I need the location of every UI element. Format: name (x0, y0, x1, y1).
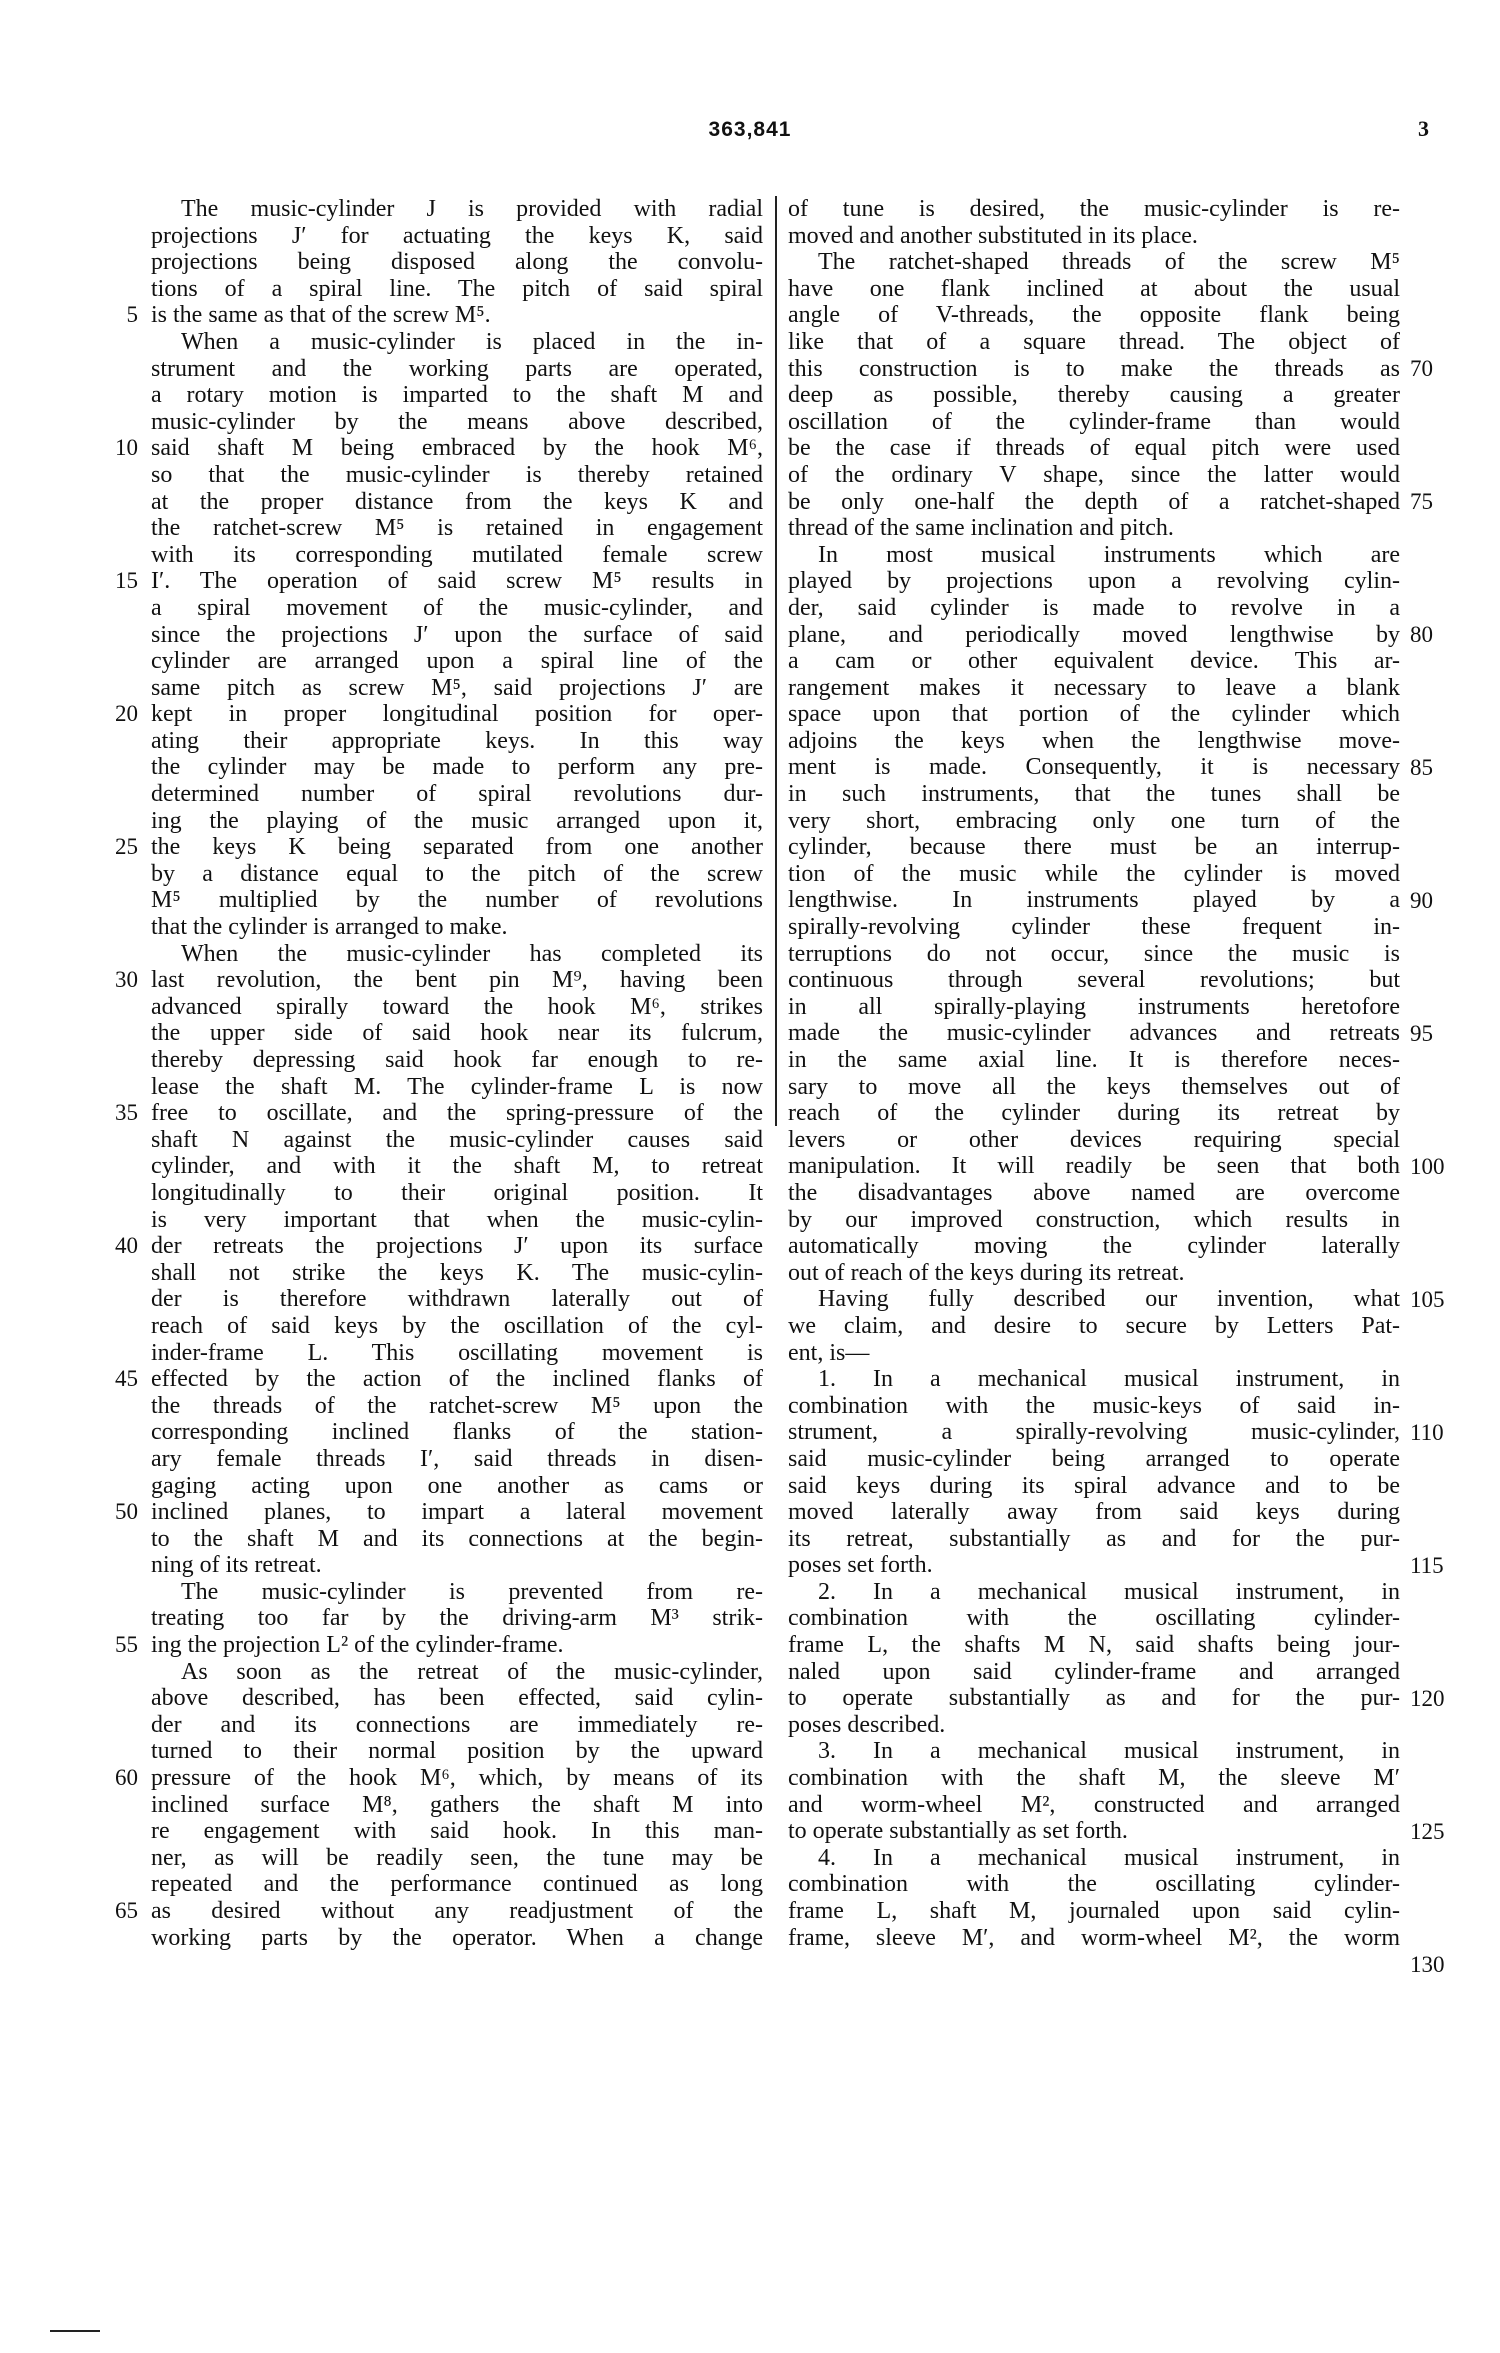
text-line: ating their appropriate keys. In this way (151, 727, 763, 754)
text-line: spirally-revolving cylinder these frequent in- (788, 914, 1400, 941)
margin-line-number: 70 (1410, 355, 1433, 381)
text-line: sary to move all the keys themselves out of (788, 1073, 1400, 1100)
text-line: determined number of spiral revolutions dur- (151, 781, 763, 808)
text-line: at the proper distance from the keys K and (151, 488, 763, 515)
margin-line-number: 60 (115, 1765, 138, 1791)
text-line: pressure of the hook M⁶, which, by means of its (151, 1765, 763, 1792)
text-line: oscillation of the cylinder-frame than would (788, 408, 1400, 435)
page-number: 3 (1418, 116, 1429, 141)
text-line: shaft N against the music-cylinder causes said (151, 1126, 763, 1153)
text-line: 1. In a mechanical musical instrument, in (818, 1366, 1400, 1393)
text-line: adjoins the keys when the lengthwise move- (788, 727, 1400, 754)
text-line: be only one-half the depth of a ratchet-shaped (788, 488, 1400, 515)
text-line: the upper side of said hook near its fulcrum, (151, 1020, 763, 1047)
text-line: with its corresponding mutilated female screw (151, 541, 763, 568)
text-line: combination with the shaft M, the sleeve M′ (788, 1765, 1400, 1792)
text-line: gaging acting upon one another as cams or (151, 1472, 763, 1499)
text-line: shall not strike the keys K. The music-cylin- (151, 1259, 763, 1286)
text-line: free to oscillate, and the spring-pressure of the (151, 1100, 763, 1127)
text-line: music-cylinder by the means above described, (151, 408, 763, 435)
text-line: ary female threads I′, said threads in disen- (151, 1445, 763, 1472)
text-line: of tune is desired, the music-cylinder is re- (788, 196, 1400, 222)
margin-line-number: 100 (1410, 1153, 1445, 1179)
text-line: ment is made. Consequently, it is necessary (788, 754, 1400, 781)
text-line: der retreats the projections J′ upon its surface (151, 1233, 763, 1260)
margin-line-number: 130 (1410, 1951, 1445, 1977)
text-line: effected by the action of the inclined flanks of (151, 1366, 763, 1393)
text-line: M⁵ multiplied by the number of revolutions (151, 887, 763, 914)
text-line: of the ordinary V shape, since the latter would (788, 461, 1400, 488)
margin-line-number: 10 (115, 435, 138, 461)
text-line: lengthwise. In instruments played by a (788, 887, 1400, 914)
margin-line-number: 5 (126, 302, 138, 328)
text-line: The ratchet-shaped threads of the screw M⁵ (818, 249, 1400, 276)
text-line: strument, a spirally-revolving music-cylinder, (788, 1419, 1400, 1446)
text-line: in such instruments, that the tunes shall be (788, 781, 1400, 808)
text-line: projections being disposed along the convolu- (151, 249, 763, 276)
footer-rule (50, 2330, 100, 2332)
text-line: thereby depressing said hook far enough to re- (151, 1047, 763, 1073)
text-line: like that of a square thread. The object of (788, 328, 1400, 355)
margin-line-number: 65 (115, 1898, 138, 1924)
column-divider (775, 196, 777, 1126)
text-line: advanced spirally toward the hook M⁶, strikes (151, 993, 763, 1020)
text-line: inder-frame L. This oscillating movement is (151, 1339, 763, 1366)
text-line: In most musical instruments which are (818, 541, 1400, 568)
text-line: same pitch as screw M⁵, said projections J′ are (151, 674, 763, 701)
text-line: der is therefore withdrawn laterally out of (151, 1286, 763, 1313)
text-line: is very important that when the music-cylin- (151, 1206, 763, 1233)
text-line: we claim, and desire to secure by Letters Pat- (788, 1312, 1400, 1339)
margin-line-number: 95 (1410, 1020, 1433, 1046)
text-line: is the same as that of the screw M⁵. (151, 302, 491, 329)
text-line: angle of V-threads, the opposite flank being (788, 302, 1400, 329)
text-line: combination with the oscillating cylinder- (788, 1871, 1400, 1898)
text-line: cylinder, and with it the shaft M, to retreat (151, 1153, 763, 1180)
text-line: by our improved construction, which results in (788, 1206, 1400, 1233)
text-line: said music-cylinder being arranged to operate (788, 1445, 1400, 1472)
margin-line-number: 20 (115, 701, 138, 727)
margin-line-number: 35 (115, 1100, 138, 1126)
text-line: last revolution, the bent pin M⁹, having been (151, 967, 763, 994)
text-line: plane, and periodically moved lengthwise by (788, 621, 1400, 648)
text-line: frame L, the shafts M N, said shafts being jour- (788, 1632, 1400, 1659)
text-line: so that the music-cylinder is thereby retained (151, 461, 763, 488)
text-line: made the music-cylinder advances and retreats (788, 1020, 1400, 1047)
text-line: Having fully described our invention, what (818, 1286, 1400, 1313)
margin-line-number: 80 (1410, 621, 1433, 647)
text-line: said keys during its spiral advance and to be (788, 1472, 1400, 1499)
margin-line-number: 55 (115, 1632, 138, 1658)
text-line: lease the shaft M. The cylinder-frame L is now (151, 1073, 763, 1100)
text-line: in the same axial line. It is therefore neces- (788, 1047, 1400, 1073)
text-line: turned to their normal position by the upward (151, 1738, 763, 1765)
margin-line-number: 50 (115, 1499, 138, 1525)
text-line: the cylinder may be made to perform any pre- (151, 754, 763, 781)
text-line: strument and the working parts are operated, (151, 355, 763, 382)
margin-line-number: 110 (1410, 1419, 1444, 1445)
text-line: The music-cylinder is prevented from re- (181, 1578, 763, 1605)
text-line: since the projections J′ upon the surface of said (151, 621, 763, 648)
text-line: ent, is— (788, 1339, 870, 1366)
text-line: said shaft M being embraced by the hook M⁶, (151, 435, 763, 462)
text-line: the disadvantages above named are overcome (788, 1179, 1400, 1206)
text-line: 3. In a mechanical musical instrument, in (818, 1738, 1400, 1765)
text-line: frame L, shaft M, journaled upon said cylin- (788, 1898, 1400, 1924)
text-line: a spiral movement of the music-cylinder, and (151, 594, 763, 621)
text-line: der and its connections are immediately re- (151, 1711, 763, 1738)
text-line: to operate substantially as set forth. (788, 1818, 1128, 1845)
text-line: continuous through several revolutions; but (788, 967, 1400, 994)
text-line: longitudinally to their original position. It (151, 1179, 763, 1206)
text-line: ing the projection L² of the cylinder-frame. (151, 1632, 564, 1659)
text-line: ning of its retreat. (151, 1552, 322, 1579)
text-line: inclined planes, to impart a lateral movement (151, 1499, 763, 1526)
margin-line-number: 125 (1410, 1818, 1445, 1844)
text-line: der, said cylinder is made to revolve in a (788, 594, 1400, 621)
text-line: combination with the music-keys of said in- (788, 1392, 1400, 1419)
text-line: poses described. (788, 1711, 946, 1738)
text-line: to operate substantially as and for the pur- (788, 1685, 1400, 1712)
text-line: As soon as the retreat of the music-cylinder, (181, 1658, 763, 1685)
text-line: thread of the same inclination and pitch. (788, 515, 1174, 542)
text-line: ing the playing of the music arranged upon it, (151, 807, 763, 834)
margin-line-number: 105 (1410, 1286, 1445, 1312)
text-line: When a music-cylinder is placed in the in- (181, 328, 763, 355)
text-line: the ratchet-screw M⁵ is retained in engagement (151, 515, 763, 542)
text-line: its retreat, substantially as and for the pur- (788, 1525, 1400, 1552)
text-line: levers or other devices requiring special (788, 1126, 1400, 1153)
text-line: above described, has been effected, said cylin- (151, 1685, 763, 1712)
text-line: played by projections upon a revolving cylin- (788, 568, 1400, 595)
text-line: treating too far by the driving-arm M³ strik- (151, 1605, 763, 1632)
margin-line-number: 75 (1410, 488, 1433, 514)
text-line: and worm-wheel M², constructed and arranged (788, 1791, 1400, 1818)
text-line: cylinder are arranged upon a spiral line of the (151, 648, 763, 675)
text-line: The music-cylinder J is provided with radial (181, 196, 763, 222)
text-line: out of reach of the keys during its retreat. (788, 1259, 1185, 1286)
text-line: moved laterally away from said keys during (788, 1499, 1400, 1526)
margin-line-number: 45 (115, 1366, 138, 1392)
text-line: corresponding inclined flanks of the station- (151, 1419, 763, 1446)
margin-line-number: 30 (115, 967, 138, 993)
text-line: repeated and the performance continued as long (151, 1871, 763, 1898)
text-line: 2. In a mechanical musical instrument, in (818, 1578, 1400, 1605)
text-line: to the shaft M and its connections at the begin- (151, 1525, 763, 1552)
text-line: automatically moving the cylinder laterally (788, 1233, 1400, 1260)
text-line: naled upon said cylinder-frame and arranged (788, 1658, 1400, 1685)
text-line: reach of the cylinder during its retreat by (788, 1100, 1400, 1127)
text-line: the threads of the ratchet-screw M⁵ upon the (151, 1392, 763, 1419)
text-line: very short, embracing only one turn of the (788, 807, 1400, 834)
margin-line-number: 85 (1410, 754, 1433, 780)
left-column (151, 196, 763, 1951)
text-line: kept in proper longitudinal position for oper- (151, 701, 763, 728)
patent-number: 363,841 (708, 118, 792, 141)
text-line: poses set forth. (788, 1552, 933, 1579)
margin-line-number: 120 (1410, 1685, 1445, 1711)
text-line: have one flank inclined at about the usual (788, 275, 1400, 302)
margin-line-number: 115 (1410, 1552, 1444, 1578)
text-line: a cam or other equivalent device. This ar- (788, 648, 1400, 675)
margin-line-number: 25 (115, 834, 138, 860)
text-line: the keys K being separated from one another (151, 834, 763, 861)
text-line: manipulation. It will readily be seen that both (788, 1153, 1400, 1180)
text-line: deep as possible, thereby causing a greater (788, 382, 1400, 409)
text-line: in all spirally-playing instruments heretofore (788, 993, 1400, 1020)
text-line: reach of said keys by the oscillation of the cyl- (151, 1312, 763, 1339)
text-line: ner, as will be readily seen, the tune may be (151, 1844, 763, 1871)
text-line: re engagement with said hook. In this man- (151, 1818, 763, 1845)
text-line: as desired without any readjustment of the (151, 1898, 763, 1924)
right-column (788, 196, 1400, 1951)
text-line: frame, sleeve M′, and worm-wheel M², the worm (788, 1924, 1400, 1951)
text-line: space upon that portion of the cylinder which (788, 701, 1400, 728)
margin-line-number: 90 (1410, 887, 1433, 913)
text-line: When the music-cylinder has completed its (181, 940, 763, 967)
text-line: a rotary motion is imparted to the shaft M and (151, 382, 763, 409)
text-line: that the cylinder is arranged to make. (151, 914, 508, 941)
text-line: projections J′ for actuating the keys K, said (151, 222, 763, 249)
text-line: moved and another substituted in its place. (788, 222, 1198, 249)
text-line: rangement makes it necessary to leave a blank (788, 674, 1400, 701)
text-line: inclined surface M⁸, gathers the shaft M into (151, 1791, 763, 1818)
margin-line-number: 15 (115, 568, 138, 594)
text-line: terruptions do not occur, since the music is (788, 940, 1400, 967)
text-line: 4. In a mechanical musical instrument, in (818, 1844, 1400, 1871)
text-line: by a distance equal to the pitch of the screw (151, 860, 763, 887)
text-line: cylinder, because there must be an interrup- (788, 834, 1400, 861)
text-line: working parts by the operator. When a change (151, 1924, 763, 1951)
margin-line-number: 40 (115, 1233, 138, 1259)
text-line: be the case if threads of equal pitch were used (788, 435, 1400, 462)
text-line: I′. The operation of said screw M⁵ results in (151, 568, 763, 595)
text-line: this construction is to make the threads as (788, 355, 1400, 382)
text-line: tion of the music while the cylinder is moved (788, 860, 1400, 887)
text-line: tions of a spiral line. The pitch of said spiral (151, 275, 763, 302)
text-line: combination with the oscillating cylinder- (788, 1605, 1400, 1632)
